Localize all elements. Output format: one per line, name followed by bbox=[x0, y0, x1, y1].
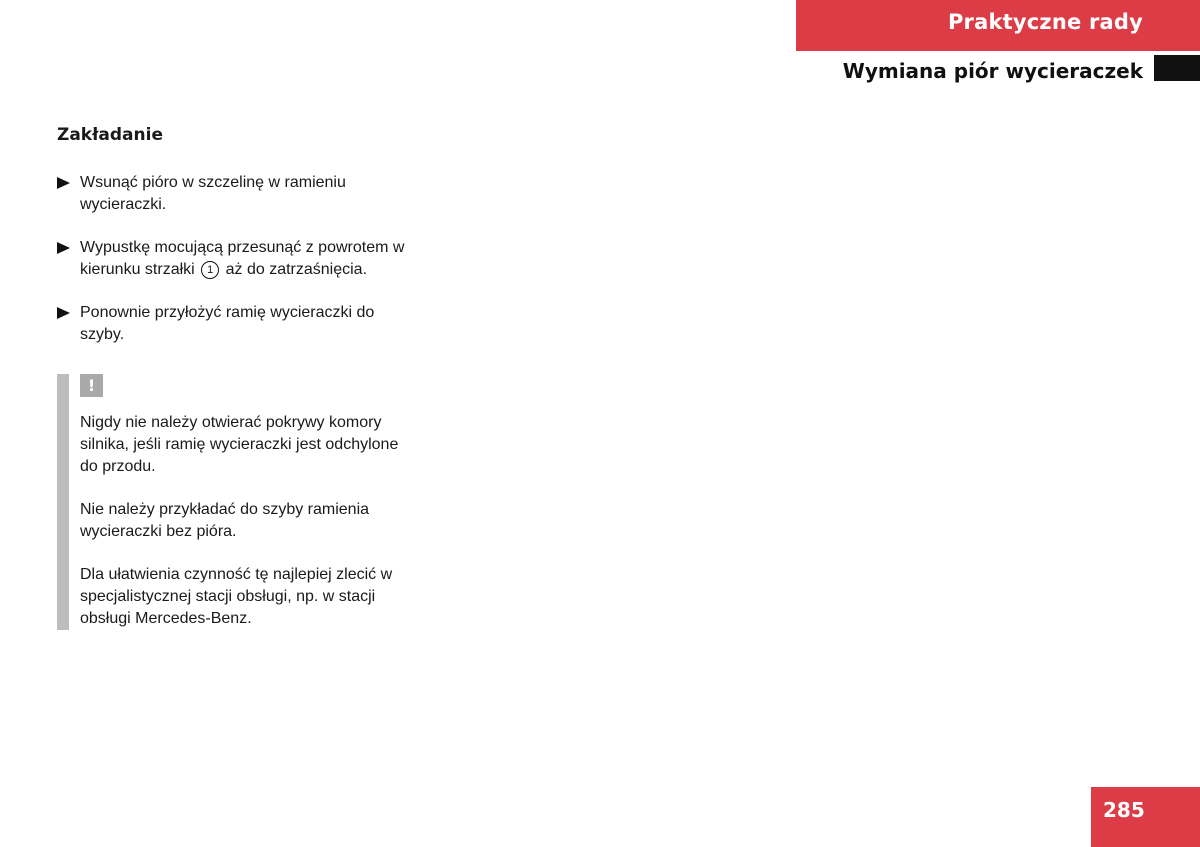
page-number: 285 bbox=[1103, 798, 1145, 822]
step-text: Ponownie przyłożyć ramię wycieraczki do szyby. bbox=[80, 304, 375, 343]
warning-paragraph: Dla ułatwienia czynność tę najlepiej zlecić w specjalistycznej stacji obsługi, np. w stacji obsługi Mercedes-Benz. bbox=[80, 566, 393, 627]
step-text-continued: aż do zatrzaśnięcia. bbox=[225, 261, 368, 278]
exclamation-icon: ! bbox=[80, 374, 103, 397]
page-number-box bbox=[1091, 787, 1200, 847]
subheading: Zakładanie bbox=[57, 125, 163, 145]
step-text: Wypustkę mocującą przesunąć z powrotem w kierunku strzałki bbox=[80, 239, 405, 278]
step-item bbox=[57, 172, 407, 216]
step-text: Wsunąć pióro w szczelinę w ramieniu wycieraczki. bbox=[80, 174, 346, 213]
warning-bar bbox=[57, 374, 69, 630]
arrow-right-icon bbox=[57, 242, 70, 254]
section-label: Praktyczne rady bbox=[947, 10, 1143, 34]
warning-box bbox=[57, 374, 412, 630]
heading-marker bbox=[1154, 55, 1200, 81]
step-list bbox=[57, 172, 407, 367]
arrow-right-icon bbox=[57, 177, 70, 189]
warning-paragraph: Nigdy nie należy otwierać pokrywy komory silnika, jeśli ramię wycieraczki jest odchylone do przodu. bbox=[80, 414, 399, 475]
page-title: Wymiana piór wycieraczek bbox=[842, 59, 1143, 83]
step-item bbox=[57, 302, 407, 346]
warning-paragraph: Nie należy przykładać do szyby ramienia wycieraczki bez pióra. bbox=[80, 501, 370, 540]
warning-text bbox=[80, 412, 410, 651]
arrow-right-icon bbox=[57, 307, 70, 319]
step-item bbox=[57, 237, 407, 281]
callout-number: 1 bbox=[201, 261, 219, 279]
